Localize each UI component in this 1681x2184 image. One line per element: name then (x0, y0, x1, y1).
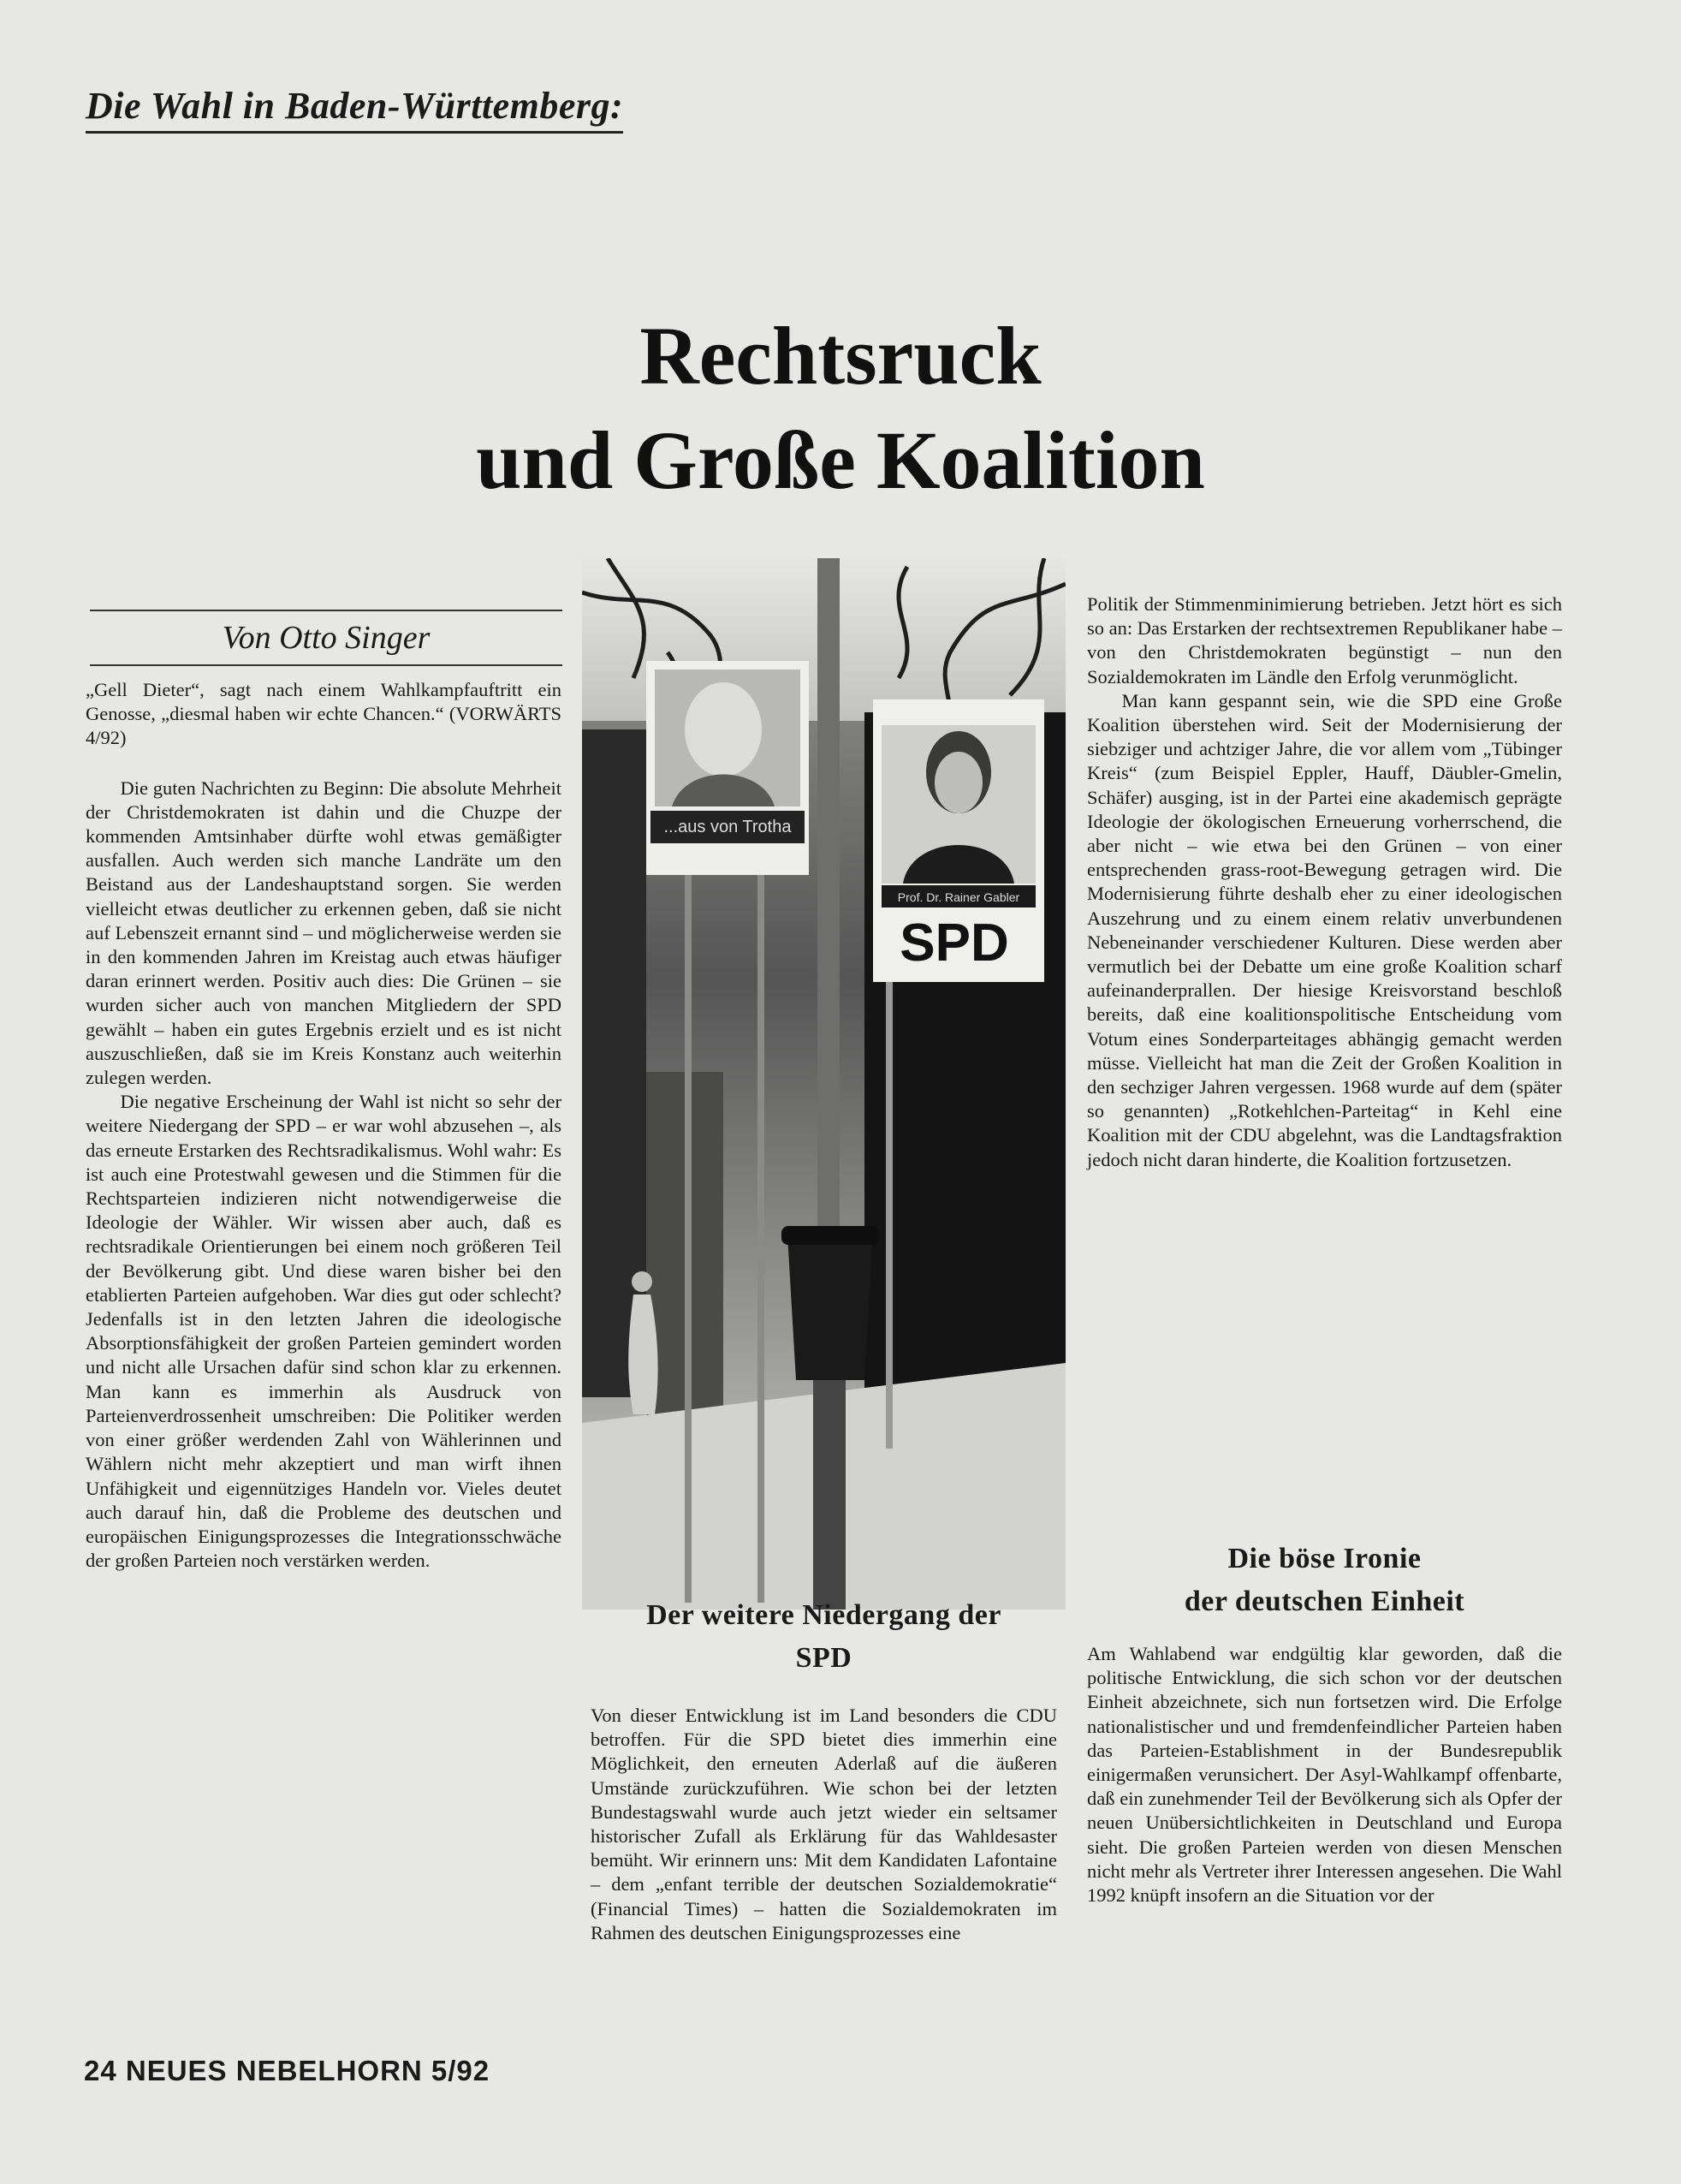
section-kicker: Die Wahl in Baden-Württemberg: (86, 84, 623, 134)
paragraph: Die guten Nachrichten zu Beginn: Die absolute Mehrheit der Christdemokraten ist dahin und die Chuzpe der kommenden Amtsinhaber dürfte wohl etwas gemäßigter ausfallen. Auch werden sich manche Landräte um den Beistand aus der Landeshauptstand sorgen. Sie werden vielleicht etwas deutlicher zu erkennen geben, daß sie nicht auf Lebenszeit ernannt sind – und möglicherweise werden sie in den kommenden Jahren im Kreistag auch etwas häufiger daran erinnert werden. Positiv auch dies: Die Grünen – sie wurden sicher auch von manchen Mitgliedern der SPD gewählt – haben ein gutes Ergebnis erzielt und es ist nicht auszuschließen, daß sie im Kreis Konstanz auch weiterhin zulegen werden. (86, 777, 561, 1089)
page-footer: 24 NEUES NEBELHORN 5/92 (84, 2055, 490, 2086)
election-poster-photo (582, 558, 1066, 1610)
paragraph: Die negative Erscheinung der Wahl ist nicht so sehr der weitere Niedergang der SPD – er war wohl abzusehen –, als das erneute Erstarken des Rechtsradikalismus. Wohl wahr: Es ist auch eine Protestwahl gewesen und die Stimmen für die Rechtsparteien indizieren nicht notwendigerweise die Ideologie der Wähler. Wir wissen aber auch, daß es rechtsradikale Orientierungen bei einem noch größeren Teil der Bevölkerung gibt. Und diese waren bisher bei den etablierten Parteien aufgehoben. War dies gut oder schlecht? Jedenfalls ist in den letzten Jahren die ideologische Absorptionsfähigkeit der großen Parteien gemindert worden und nicht alle Ursachen dafür sind schon klar zu erkennen. Man kann es immerhin als Ausdruck von Parteienverdrossenheit umschreiben: Die Politiker werden von einer größer werdenden Zahl von Wählerinnen und Wählern nicht mehr akzeptiert und man wirft ihnen Unfähigkeit und eigennütziges Handeln vor. Vieles deutet auch darauf hin, daß die Probleme des deutschen und europäischen Einigungsprozesses die Integrationsschwäche der großen Parteien noch verstärken werden. (86, 1091, 561, 1572)
subhead-line-1: Die böse Ironie (1227, 1543, 1422, 1574)
article-headline (0, 304, 1681, 513)
column-middle (591, 1704, 1057, 1945)
subhead-ironie (1087, 1538, 1562, 1623)
column-right (1087, 592, 1562, 1172)
paragraph: Politik der Stimmenminimierung betrieben. Jetzt hört es sich so an: Das Erstarken der rechtsextremen Republikaner habe – von den Christdemokraten begünstigt – nun den Sozialdemokraten im Ländle den Erfolg verunmöglicht. (1087, 593, 1562, 687)
column-left (86, 678, 561, 1573)
headline-line-1: Rechtsruck (639, 310, 1042, 402)
poster-left-name: ...aus von Trotha (663, 818, 792, 836)
intro-quote: „Gell Dieter“, sagt nach einem Wahlkampfauftritt ein Genosse, „diesmal haben wir echte Chancen.“ (VORWÄRTS 4/92) (86, 679, 561, 749)
poster-right (873, 699, 1044, 982)
poster-party-logo: SPD (900, 913, 1009, 973)
paragraph: Von dieser Entwicklung ist im Land besonders die CDU betroffen. Für die SPD bietet dies immerhin eine Möglichkeit, den erneuten Aderlaß auf die äußeren Umstände zurückzuführen. Wie schon bei der letzten Bundestagswahl wurde auch jetzt wieder ein seltsamer historischer Zufall als Erklärung für das Wahldesaster bemüht. Wir erinnern uns: Mit dem Kandidaten Lafontaine – dem „enfant terrible der deutschen Sozialdemokratie“ (Financial Times) – hatten die Sozialdemokraten im Rahmen des deutschen Einigungsprozesses eine (591, 1705, 1057, 1943)
subhead-niedergang (591, 1594, 1057, 1680)
paragraph: Man kann gespannt sein, wie die SPD eine Große Koalition überstehen wird. Seit der Modernisierung der siebziger und achtziger Jahre, die vor allem vom „Tübinger Kreis“ (zum Beispiel Eppler, Hauff, Däubler-Gmelin, Schäfer) ausging, ist in der Partei eine akademisch geprägte Ideologie der ökologischen Erneuerung vorherrschend, die aber nicht – wie etwa bei den Grünen – von einer entsprechenden grass-root-Bewegung getragen wird. Die Modernisierung führte deshalb eher zu einer ideologischen Auszehrung und zu einem einem relativ unverbundenen Nebeneinander verschiedener Kulturen. Diese werden aber vermutlich bei der Debatte um eine große Koalition scharf aufeinanderprallen. Der hiesige Kreisvorstand beschloß bereits, daß eine koalitionspolitische Entscheidung vom Votum eines Sonderparteitages abhängig gemacht werden müsse. Vielleicht hat man die Zeit der Großen Koalition in den sechziger Jahren vergessen. 1968 wurde auf dem (später so genannten) „Rotkehlchen-Parteitag“ in Kehl eine Koalition mit der CDU abgelehnt, was die Landtagsfraktion jedoch nicht daran hinderte, die Koalition fortzusetzen. (1087, 689, 1562, 1170)
headline-line-2: und Große Koalition (476, 414, 1205, 506)
byline-rule-bottom (90, 664, 562, 666)
byline-block (90, 610, 562, 666)
poster-right-name: Prof. Dr. Rainer Gabler (897, 890, 1020, 904)
subhead-line-1: Der weitere Niedergang der (646, 1599, 1001, 1631)
byline: Von Otto Singer (222, 620, 431, 656)
paragraph: Am Wahlabend war endgültig klar geworden, daß die politische Entwicklung, die sich schon vor der deutschen Einheit abzeichnete, sich nun fortsetzen wird. Die Erfolge nationalistischer und und fremdenfeindlicher Parteien haben das Parteien-Establishment in der Bundesrepublik einigermaßen verunsichert. Der Asyl-Wahlkampf offenbarte, daß ein zunehmender Teil der Bevölkerung sich als Opfer der neuen Unübersichtlichkeiten in Deutschland und Europa sieht. Die großen Parteien werden von diesen Menschen nicht mehr als Vertreter ihrer Interessen angesehen. Die Wahl 1992 knüpft insofern an die Situation vor der (1087, 1643, 1562, 1907)
subhead-line-2: der deutschen Einheit (1184, 1586, 1465, 1617)
poster-left (646, 661, 809, 875)
subhead-line-2: SPD (795, 1642, 852, 1674)
column-right-lower (1087, 1642, 1562, 1907)
